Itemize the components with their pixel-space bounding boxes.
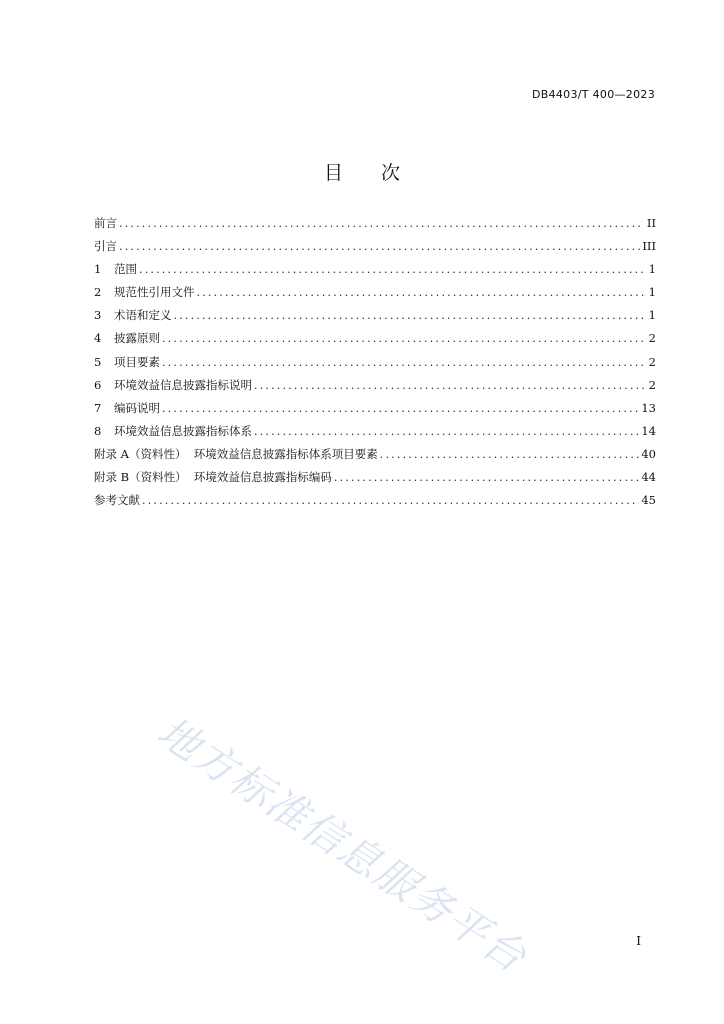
- toc-entry-number: 7: [94, 400, 102, 415]
- toc-entry-label: 环境效益信息披露指标说明: [114, 377, 252, 392]
- dot-leader: [162, 351, 644, 374]
- toc-entry-number: 5: [94, 354, 102, 369]
- toc-entry-foreword[interactable]: [94, 212, 656, 235]
- toc-entry-page: 1: [648, 262, 656, 277]
- toc-entry-7[interactable]: [94, 397, 656, 420]
- dot-leader: [162, 397, 639, 420]
- dot-leader: [119, 235, 640, 258]
- toc-entry-number: 3: [94, 308, 102, 323]
- toc-entry-3[interactable]: [94, 304, 656, 327]
- toc-entry-page: 2: [648, 377, 656, 392]
- toc-entry-page: 45: [641, 493, 656, 508]
- toc-entry-6[interactable]: [94, 374, 656, 397]
- toc-entry-label: 参考文献: [94, 493, 140, 508]
- toc-entry-label: 附录 B（资料性） 环境效益信息披露指标编码: [94, 470, 332, 485]
- toc-entry-number: 2: [94, 285, 102, 300]
- dot-leader: [380, 443, 640, 466]
- toc-entry-page: 14: [641, 423, 656, 438]
- document-code: DB4403/T 400—2023: [531, 88, 655, 101]
- table-of-contents: [94, 212, 656, 512]
- toc-entry-label: 引言: [94, 239, 117, 254]
- toc-entry-page: III: [642, 239, 656, 254]
- toc-entry-2[interactable]: [94, 281, 656, 304]
- toc-entry-number: 6: [94, 377, 102, 392]
- toc-entry-page: 13: [641, 400, 656, 415]
- toc-entry-1[interactable]: [94, 258, 656, 281]
- dot-leader: [119, 212, 644, 235]
- toc-entry-bibliography[interactable]: [94, 489, 656, 512]
- dot-leader: [197, 281, 645, 304]
- toc-entry-label: 范围: [114, 262, 137, 277]
- toc-entry-introduction[interactable]: [94, 235, 656, 258]
- dot-leader: [254, 420, 639, 443]
- dot-leader: [254, 374, 644, 397]
- watermark: 地方标准信息服务平台: [148, 707, 536, 982]
- toc-entry-page: 1: [648, 308, 656, 323]
- toc-entry-number: 8: [94, 423, 102, 438]
- toc-entry-page: 44: [641, 470, 656, 485]
- dot-leader: [142, 489, 639, 512]
- dot-leader: [334, 466, 639, 489]
- toc-entry-number: 1: [94, 262, 102, 277]
- toc-entry-page: 2: [648, 354, 656, 369]
- toc-title-char-1: 目: [323, 162, 343, 184]
- toc-entry-label: 规范性引用文件: [114, 285, 195, 300]
- toc-entry-label: 披露原则: [114, 331, 160, 346]
- toc-entry-appendix-a[interactable]: [94, 443, 656, 466]
- dot-leader: [174, 304, 645, 327]
- toc-entry-page: II: [646, 216, 656, 230]
- toc-entry-4[interactable]: [94, 327, 656, 350]
- toc-entry-5[interactable]: [94, 351, 656, 374]
- dot-leader: [162, 327, 644, 350]
- toc-entry-label: 附录 A（资料性） 环境效益信息披露指标体系项目要素: [94, 446, 378, 461]
- toc-title-char-2: 次: [381, 162, 401, 184]
- toc-entry-number: 4: [94, 331, 102, 346]
- toc-entry-page: 2: [648, 331, 656, 346]
- page-number: I: [636, 934, 641, 948]
- toc-entry-page: 40: [641, 446, 656, 461]
- toc-entry-label: 术语和定义: [114, 308, 172, 323]
- toc-entry-8[interactable]: [94, 420, 656, 443]
- toc-entry-label: 编码说明: [114, 400, 160, 415]
- toc-entry-page: 1: [648, 285, 656, 300]
- toc-entry-label: 项目要素: [114, 354, 160, 369]
- toc-title: [0, 158, 724, 185]
- dot-leader: [139, 258, 644, 281]
- toc-entry-label: 前言: [94, 216, 117, 230]
- toc-entry-label: 环境效益信息披露指标体系: [114, 423, 252, 438]
- toc-entry-appendix-b[interactable]: [94, 466, 656, 489]
